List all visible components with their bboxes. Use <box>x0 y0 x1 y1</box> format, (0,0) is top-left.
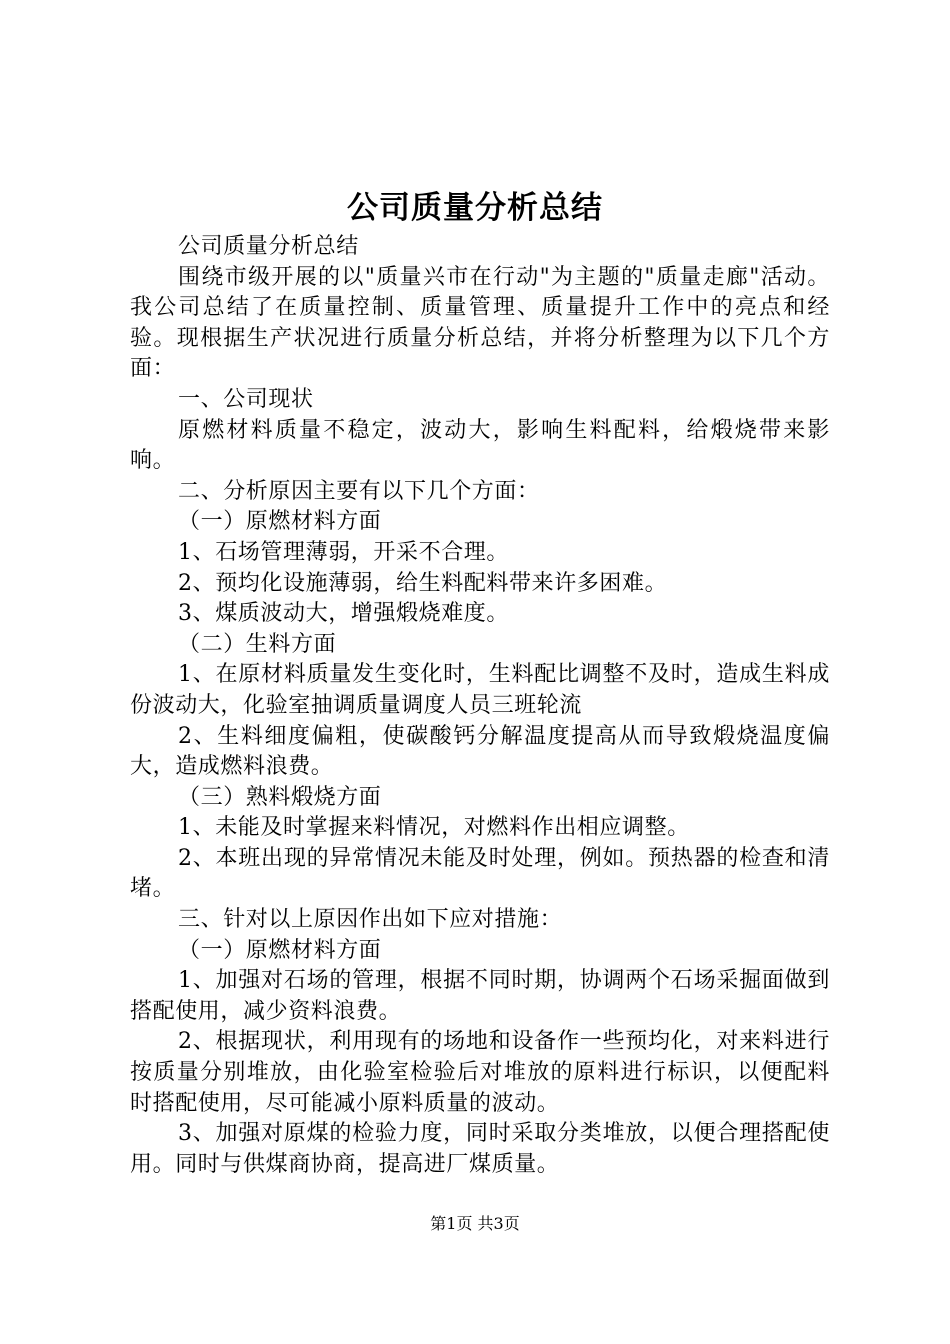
document-body <box>130 232 830 1180</box>
paragraph: 围绕市级开展的以"质量兴市在行动"为主题的"质量走廊"活动。我公司总结了在质量控制、质量管理、质量提升工作中的亮点和经验。现根据生产状况进行质量分析总结，并将分析整理为以下几个方面： <box>130 264 830 382</box>
list-item: 2、本班出现的异常情况未能及时处理，例如。预热器的检查和清堵。 <box>130 845 830 902</box>
subsection-heading: （一）原燃材料方面 <box>178 937 382 963</box>
list-item: 3、煤质波动大，增强煅烧难度。 <box>178 601 509 627</box>
paragraph: 原燃材料质量不稳定，波动大，影响生料配料，给煅烧带来影响。 <box>130 417 830 474</box>
list-item: 1、石场管理薄弱，开采不合理。 <box>178 539 509 565</box>
list-item: 2、生料细度偏粗，使碳酸钙分解温度提高从而导致煅烧温度偏大，造成燃料浪费。 <box>130 723 830 780</box>
subsection-heading: （三）熟料煅烧方面 <box>178 784 382 810</box>
list-item: 2、根据现状，利用现有的场地和设备作一些预均化，对来料进行按质量分别堆放，由化验室检验后对堆放的原料进行标识，以便配料时搭配使用，尽可能减小原料质量的波动。 <box>130 1029 830 1116</box>
list-item: 3、加强对原煤的检验力度，同时采取分类堆放，以便合理搭配使用。同时与供煤商协商，提高进厂煤质量。 <box>130 1121 830 1177</box>
page-footer: 第1页 共3页 <box>430 1214 520 1233</box>
subsection-heading: （一）原燃材料方面 <box>178 509 382 535</box>
section-heading: 三、针对以上原因作出如下应对措施： <box>178 907 563 933</box>
list-item: 1、未能及时掌握来料情况，对燃料作出相应调整。 <box>178 815 690 841</box>
section-heading: 一、公司现状 <box>178 386 314 412</box>
list-item: 2、预均化设施薄弱，给生料配料带来许多困难。 <box>178 570 668 596</box>
section-heading: 二、分析原因主要有以下几个方面： <box>178 478 540 504</box>
subsection-heading: （二）生料方面 <box>178 631 337 657</box>
paragraph: 公司质量分析总结 <box>178 234 359 259</box>
list-item: 1、加强对石场的管理，根据不同时期，协调两个石场采掘面做到搭配使用，减少资料浪费。 <box>130 968 830 1024</box>
list-item: 1、在原材料质量发生变化时，生料配比调整不及时，造成生料成份波动大，化验室抽调质量调度人员三班轮流 <box>130 662 830 718</box>
document-title: 公司质量分析总结 <box>347 190 603 226</box>
